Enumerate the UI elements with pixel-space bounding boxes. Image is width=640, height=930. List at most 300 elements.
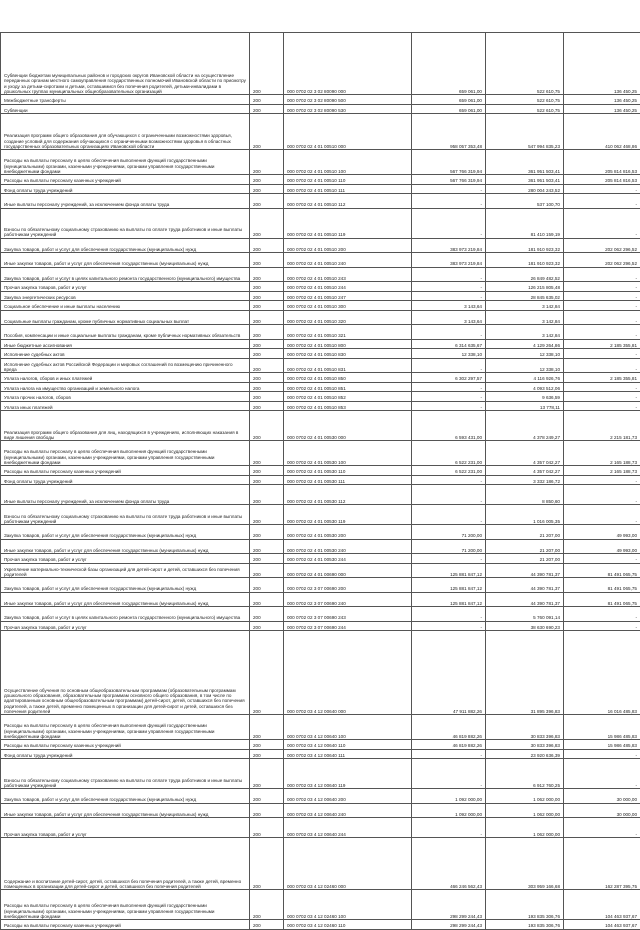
classification-code-cell: 000 0702 02 4 01 00510 000	[284, 114, 412, 150]
line-code-cell: 200	[250, 95, 284, 105]
unexecuted-amount-cell: -	[564, 358, 640, 373]
approved-amount-cell: 125 881 847,12	[412, 563, 486, 578]
unexecuted-amount-cell: 2 185 355,81	[564, 339, 640, 349]
classification-code-cell: 000 0702 02 4 01 00530 200	[284, 525, 412, 540]
approved-amount-cell: 125 881 847,12	[412, 592, 486, 607]
expense-name-cell: Иные закупки товаров, работ и услуг для обеспечения государственных (муниципальных) нужд	[1, 253, 250, 268]
executed-amount-cell: 12 338,10	[486, 349, 564, 359]
approved-amount-cell: 958 057 353,48	[412, 114, 486, 150]
expense-name-cell: Исполнение судебных актов Российской Федерации и мировых соглашений по возмещению причиненного вреда	[1, 358, 250, 373]
approved-amount-cell: 659 061,00	[412, 33, 486, 95]
expense-name-cell: Фонд оплаты труда учреждений	[1, 184, 250, 194]
approved-amount-cell: 383 973 219,84	[412, 238, 486, 253]
table-row	[1, 466, 640, 476]
expense-name-cell: Иные закупки товаров, работ и услуг для обеспечения государственных (муниципальных) нужд	[1, 592, 250, 607]
line-code-cell: 200	[250, 373, 284, 383]
expense-name-cell: Взносы по обязательному социальному страхованию на выплаты по оплате труда работников и иные выплаты работникам учреждений	[1, 208, 250, 238]
unexecuted-amount-cell: 49 993,00	[564, 525, 640, 540]
executed-amount-cell: 4 357 042,27	[486, 466, 564, 476]
table-row	[1, 485, 640, 505]
line-code-cell: 200	[250, 578, 284, 593]
line-code-cell: 200	[250, 563, 284, 578]
executed-amount-cell: 537 100,70	[486, 194, 564, 209]
executed-amount-cell: 4 116 926,76	[486, 373, 564, 383]
approved-amount-cell: 659 061,00	[412, 95, 486, 105]
classification-code-cell: 000 0702 02 4 01 00510 851	[284, 382, 412, 392]
executed-amount-cell: 303 959 166,68	[486, 838, 564, 890]
unexecuted-amount-cell: 162 287 395,75	[564, 838, 640, 890]
expense-name-cell: Уплата прочих налогов, сборов	[1, 392, 250, 402]
unexecuted-amount-cell: -	[564, 382, 640, 392]
table-row	[1, 325, 640, 340]
unexecuted-amount-cell: 104 463 937,67	[564, 920, 640, 930]
approved-amount-cell: -	[412, 475, 486, 485]
executed-amount-cell: 1 016 005,35	[486, 505, 564, 525]
classification-code-cell: 000 0702 03 4 12 00640 100	[284, 715, 412, 740]
executed-amount-cell: 21 207,00	[486, 525, 564, 540]
classification-code-cell: 000 0702 03 4 12 00640 111	[284, 749, 412, 759]
approved-amount-cell: -	[412, 485, 486, 505]
classification-code-cell: 000 0702 02 4 01 00510 200	[284, 238, 412, 253]
table-row	[1, 441, 640, 466]
line-code-cell: 200	[250, 621, 284, 631]
classification-code-cell: 000 0702 02 4 01 00510 853	[284, 401, 412, 411]
executed-amount-cell: 193 835 306,76	[486, 890, 564, 920]
line-code-cell: 200	[250, 401, 284, 411]
line-code-cell: 200	[250, 485, 284, 505]
table-row	[1, 631, 640, 715]
expense-name-cell: Иные бюджетные ассигнования	[1, 339, 250, 349]
approved-amount-cell: -	[412, 382, 486, 392]
classification-code-cell: 000 0702 02 4 01 00510 852	[284, 392, 412, 402]
budget-execution-table	[0, 32, 640, 930]
expense-name-cell: Закупка товаров, работ и услуг для обеспечения государственных (муниципальных) нужд	[1, 238, 250, 253]
table-row	[1, 339, 640, 349]
classification-code-cell: 000 0702 02 3 02 80090 000	[284, 33, 412, 95]
table-row	[1, 525, 640, 540]
unexecuted-amount-cell: -	[564, 208, 640, 238]
approved-amount-cell: 71 200,00	[412, 539, 486, 554]
table-row	[1, 282, 640, 292]
expense-name-cell: Расходы на выплаты персоналу в целях обеспечения выполнения функций государственными (муниципальными) органами, казенными учреждениями, органами управления государственными внебюджетными фондами	[1, 441, 250, 466]
table-row	[1, 208, 640, 238]
approved-amount-cell: -	[412, 267, 486, 282]
unexecuted-amount-cell: -	[564, 184, 640, 194]
unexecuted-amount-cell: -	[564, 392, 640, 402]
line-code-cell: 200	[250, 238, 284, 253]
expense-name-cell: Иные выплаты персоналу учреждений, за исключением фонда оплаты труда	[1, 194, 250, 209]
table-row	[1, 554, 640, 564]
table-row	[1, 194, 640, 209]
table-row	[1, 382, 640, 392]
line-code-cell: 200	[250, 505, 284, 525]
line-code-cell: 200	[250, 339, 284, 349]
approved-amount-cell: 12 338,10	[412, 349, 486, 359]
classification-code-cell: 000 0702 02 4 01 00510 112	[284, 194, 412, 209]
classification-code-cell: 000 0702 03 4 12 00640 240	[284, 803, 412, 818]
approved-amount-cell: 6 314 635,67	[412, 339, 486, 349]
classification-code-cell: 000 0702 02 3 07 00690 240	[284, 592, 412, 607]
table-row	[1, 401, 640, 411]
classification-code-cell: 000 0702 02 4 01 00510 119	[284, 208, 412, 238]
table-row	[1, 411, 640, 441]
executed-amount-cell: 28 845 635,02	[486, 291, 564, 301]
unexecuted-amount-cell: -	[564, 749, 640, 759]
line-code-cell: 200	[250, 441, 284, 466]
classification-code-cell: 000 0702 03 4 12 00640 244	[284, 818, 412, 838]
expense-name-cell: Расходы на выплаты персоналу казенных учреждений	[1, 740, 250, 750]
table-row	[1, 740, 640, 750]
expense-name-cell: Прочая закупка товаров, работ и услуг	[1, 554, 250, 564]
classification-code-cell: 000 0702 03 4 12 00640 110	[284, 740, 412, 750]
expense-name-cell: Социальные выплаты гражданам, кроме публичных нормативных социальных выплат	[1, 310, 250, 325]
table-row	[1, 114, 640, 150]
unexecuted-amount-cell: 202 062 296,52	[564, 253, 640, 268]
unexecuted-amount-cell: -	[564, 291, 640, 301]
line-code-cell: 200	[250, 759, 284, 789]
approved-amount-cell: -	[412, 401, 486, 411]
approved-amount-cell: -	[412, 358, 486, 373]
executed-amount-cell: 8 850,60	[486, 485, 564, 505]
expense-name-cell: Укрепление материально-технической базы организаций для детей-сирот и детей, оставшихся без попечения родителей	[1, 563, 250, 578]
line-code-cell: 200	[250, 554, 284, 564]
approved-amount-cell: 6 522 231,00	[412, 466, 486, 476]
unexecuted-amount-cell: -	[564, 301, 640, 311]
expense-name-cell: Фонд оплаты труда учреждений	[1, 475, 250, 485]
unexecuted-amount-cell: 2 165 188,73	[564, 441, 640, 466]
classification-code-cell: 000 0702 02 4 01 00510 240	[284, 253, 412, 268]
executed-amount-cell: 522 610,75	[486, 33, 564, 95]
approved-amount-cell: 3 143,64	[412, 310, 486, 325]
classification-code-cell: 000 0702 02 4 01 00510 247	[284, 291, 412, 301]
line-code-cell: 200	[250, 310, 284, 325]
classification-code-cell: 000 0702 02 4 01 00510 100	[284, 150, 412, 175]
expense-name-cell: Субвенции	[1, 104, 250, 114]
expense-name-cell: Закупка товаров, работ и услуг в целях капитального ремонта государственного (муниципального) имущества	[1, 607, 250, 622]
executed-amount-cell: 44 390 781,37	[486, 563, 564, 578]
approved-amount-cell: -	[412, 607, 486, 622]
executed-amount-cell: 547 994 835,23	[486, 114, 564, 150]
line-code-cell: 200	[250, 267, 284, 282]
expense-name-cell: Закупка товаров, работ и услуг для обеспечения государственных (муниципальных) нужд	[1, 525, 250, 540]
classification-code-cell: 000 0702 02 3 07 00690 244	[284, 621, 412, 631]
line-code-cell: 200	[250, 301, 284, 311]
classification-code-cell: 000 0702 02 4 01 00510 321	[284, 325, 412, 340]
table-row	[1, 310, 640, 325]
approved-amount-cell: -	[412, 554, 486, 564]
table-row	[1, 578, 640, 593]
approved-amount-cell: -	[412, 749, 486, 759]
classification-code-cell: 000 0702 02 4 01 00530 119	[284, 505, 412, 525]
approved-amount-cell: 6 302 297,57	[412, 373, 486, 383]
classification-code-cell: 000 0702 02 4 01 00510 850	[284, 373, 412, 383]
approved-amount-cell: 46 819 882,26	[412, 715, 486, 740]
executed-amount-cell: 21 207,00	[486, 539, 564, 554]
unexecuted-amount-cell: 136 450,25	[564, 33, 640, 95]
approved-amount-cell: -	[412, 621, 486, 631]
table-row	[1, 184, 640, 194]
executed-amount-cell: 1 062 000,00	[486, 789, 564, 804]
approved-amount-cell: 567 766 319,94	[412, 150, 486, 175]
line-code-cell: 200	[250, 631, 284, 715]
executed-amount-cell: 81 410 159,19	[486, 208, 564, 238]
unexecuted-amount-cell: -	[564, 621, 640, 631]
expense-name-cell: Расходы на выплаты персоналу казенных учреждений	[1, 466, 250, 476]
classification-code-cell: 000 0702 02 4 01 00510 244	[284, 282, 412, 292]
classification-code-cell: 000 0702 02 4 01 00530 111	[284, 475, 412, 485]
table-row	[1, 920, 640, 930]
line-code-cell: 200	[250, 392, 284, 402]
executed-amount-cell: 6 912 760,25	[486, 759, 564, 789]
executed-amount-cell: 9 636,59	[486, 392, 564, 402]
line-code-cell: 200	[250, 114, 284, 150]
unexecuted-amount-cell: 136 450,25	[564, 95, 640, 105]
table-row	[1, 150, 640, 175]
unexecuted-amount-cell: 81 491 065,75	[564, 563, 640, 578]
executed-amount-cell: 38 630 690,23	[486, 621, 564, 631]
unexecuted-amount-cell: 30 000,00	[564, 789, 640, 804]
executed-amount-cell: 3 332 186,72	[486, 475, 564, 485]
executed-amount-cell: 3 142,84	[486, 325, 564, 340]
executed-amount-cell: 30 833 396,83	[486, 715, 564, 740]
approved-amount-cell: -	[412, 325, 486, 340]
classification-code-cell: 000 0702 02 4 01 00510 243	[284, 267, 412, 282]
unexecuted-amount-cell: -	[564, 349, 640, 359]
line-code-cell: 200	[250, 382, 284, 392]
classification-code-cell: 000 0702 02 3 02 80090 530	[284, 104, 412, 114]
executed-amount-cell: 522 610,75	[486, 95, 564, 105]
table-row	[1, 563, 640, 578]
classification-code-cell: 000 0702 02 3 02 80090 500	[284, 95, 412, 105]
table-row	[1, 838, 640, 890]
line-code-cell: 200	[250, 33, 284, 95]
expense-name-cell: Межбюджетные трансферты	[1, 95, 250, 105]
approved-amount-cell: 383 973 219,84	[412, 253, 486, 268]
unexecuted-amount-cell: 2 215 181,73	[564, 411, 640, 441]
unexecuted-amount-cell: 30 000,00	[564, 803, 640, 818]
line-code-cell: 200	[250, 291, 284, 301]
unexecuted-amount-cell: -	[564, 325, 640, 340]
executed-amount-cell: 44 390 781,37	[486, 592, 564, 607]
expense-name-cell: Закупка товаров, работ и услуг для обеспечения государственных (муниципальных) нужд	[1, 789, 250, 804]
classification-code-cell: 000 0702 02 4 01 00510 831	[284, 358, 412, 373]
unexecuted-amount-cell: 2 165 188,73	[564, 466, 640, 476]
expense-name-cell: Пособия, компенсации и иные социальные выплаты гражданам, кроме публичных нормативных обязательств	[1, 325, 250, 340]
line-code-cell: 200	[250, 525, 284, 540]
line-code-cell: 200	[250, 818, 284, 838]
executed-amount-cell: 361 951 503,41	[486, 175, 564, 185]
table-row	[1, 803, 640, 818]
line-code-cell: 200	[250, 838, 284, 890]
approved-amount-cell: 466 246 562,43	[412, 838, 486, 890]
table-row	[1, 621, 640, 631]
line-code-cell: 200	[250, 282, 284, 292]
unexecuted-amount-cell: 81 491 065,75	[564, 592, 640, 607]
table-row	[1, 238, 640, 253]
executed-amount-cell: 5 760 091,14	[486, 607, 564, 622]
expense-name-cell: Прочая закупка товаров, работ и услуг	[1, 282, 250, 292]
table-row	[1, 253, 640, 268]
unexecuted-amount-cell: -	[564, 267, 640, 282]
line-code-cell: 200	[250, 803, 284, 818]
unexecuted-amount-cell: 81 491 065,75	[564, 578, 640, 593]
classification-code-cell: 000 0702 02 4 01 00510 300	[284, 301, 412, 311]
expense-name-cell: Содержание и воспитание детей-сирот, детей, оставшихся без попечения родителей, а также детей, временно помещенных в организации для детей-сирот и детей, оставшихся без попечения родителей	[1, 838, 250, 890]
approved-amount-cell: 46 819 882,26	[412, 740, 486, 750]
expense-name-cell: Иные закупки товаров, работ и услуг для обеспечения государственных (муниципальных) нужд	[1, 539, 250, 554]
approved-amount-cell: 47 911 882,26	[412, 631, 486, 715]
unexecuted-amount-cell: 205 814 816,53	[564, 150, 640, 175]
expense-name-cell: Реализация программ общего образования для обучающихся с ограниченными возможностями здоровья, создание условий для содержания обучающихся с ограниченными возможностями здоровья в областных государственных образовательных организациях Ивановской области	[1, 114, 250, 150]
approved-amount-cell: 298 299 244,43	[412, 890, 486, 920]
table-row	[1, 539, 640, 554]
line-code-cell: 200	[250, 740, 284, 750]
table-row	[1, 33, 640, 95]
executed-amount-cell: 31 895 396,83	[486, 631, 564, 715]
table-row	[1, 607, 640, 622]
classification-code-cell: 000 0702 03 4 12 02460 110	[284, 920, 412, 930]
table-body	[1, 33, 640, 930]
table-row	[1, 175, 640, 185]
unexecuted-amount-cell: -	[564, 759, 640, 789]
classification-code-cell: 000 0702 03 4 12 02460 000	[284, 838, 412, 890]
expense-name-cell: Фонд оплаты труда учреждений	[1, 749, 250, 759]
expense-name-cell: Социальное обеспечение и иные выплаты населению	[1, 301, 250, 311]
line-code-cell: 200	[250, 208, 284, 238]
classification-code-cell: 000 0702 02 4 01 00530 244	[284, 554, 412, 564]
expense-name-cell: Расходы на выплаты персоналу в целях обеспечения выполнения функций государственными (муниципальными) органами, казенными учреждениями, органами управления государственными внебюджетными фондами	[1, 890, 250, 920]
expense-name-cell: Реализация программ общего образования для лиц, находящихся в учреждениях, исполняющих наказания в виде лишения свободы	[1, 411, 250, 441]
table-row	[1, 373, 640, 383]
approved-amount-cell: -	[412, 505, 486, 525]
table-row	[1, 301, 640, 311]
line-code-cell: 200	[250, 253, 284, 268]
classification-code-cell: 000 0702 02 4 01 00690 000	[284, 563, 412, 578]
line-code-cell: 200	[250, 475, 284, 485]
table-row	[1, 715, 640, 740]
line-code-cell: 200	[250, 349, 284, 359]
classification-code-cell: 000 0702 02 3 07 00690 200	[284, 578, 412, 593]
approved-amount-cell: -	[412, 282, 486, 292]
table-row	[1, 475, 640, 485]
classification-code-cell: 000 0702 03 4 12 02460 100	[284, 890, 412, 920]
expense-name-cell: Закупка товаров, работ и услуг в целях капитального ремонта государственного (муниципального) имущества	[1, 267, 250, 282]
unexecuted-amount-cell: -	[564, 282, 640, 292]
line-code-cell: 200	[250, 466, 284, 476]
approved-amount-cell: -	[412, 208, 486, 238]
approved-amount-cell: 298 299 244,43	[412, 920, 486, 930]
executed-amount-cell: 30 833 396,83	[486, 740, 564, 750]
classification-code-cell: 000 0702 02 4 01 00510 830	[284, 349, 412, 359]
approved-amount-cell: 1 092 000,00	[412, 789, 486, 804]
table-row	[1, 789, 640, 804]
approved-amount-cell: -	[412, 184, 486, 194]
line-code-cell: 200	[250, 715, 284, 740]
executed-amount-cell: 181 910 923,32	[486, 253, 564, 268]
executed-amount-cell: 3 142,84	[486, 310, 564, 325]
classification-code-cell: 000 0702 03 4 12 00640 200	[284, 789, 412, 804]
table-row	[1, 358, 640, 373]
expense-name-cell: Осуществление обучения по основным общеобразовательным программам (образовательным программам дошкольного образования, образовательным программам основного общего образования, в том числе по адаптированным основным общеобразовательным программам) детей-сирот, детей, оставшихся без попечения родителей, а также детей, временно помещенных в организации для детей-сирот и детей, оставшихся без попечения родителей	[1, 631, 250, 715]
classification-code-cell: 000 0702 02 4 01 00530 112	[284, 485, 412, 505]
unexecuted-amount-cell: 2 185 355,81	[564, 373, 640, 383]
unexecuted-amount-cell: 410 062 468,86	[564, 114, 640, 150]
line-code-cell: 200	[250, 749, 284, 759]
expense-name-cell: Субвенции бюджетам муниципальных районов и городских округов Ивановской области на осуществление переданных органам местного самоуправления государственных полномочий Ивановской области по присмотру и уходу за детьми-сиротами и детьми, оставшимися без попечения родителей, детьми-инвалидами в дошкольных группах муниципальных общеобразовательных организаций	[1, 33, 250, 95]
expense-name-cell: Иные выплаты персоналу учреждений, за исключением фонда оплаты труда	[1, 485, 250, 505]
executed-amount-cell: 13 778,11	[486, 401, 564, 411]
executed-amount-cell: 522 610,75	[486, 104, 564, 114]
executed-amount-cell: 181 910 923,32	[486, 238, 564, 253]
approved-amount-cell: -	[412, 291, 486, 301]
expense-name-cell: Расходы на выплаты персоналу в целях обеспечения выполнения функций государственными (муниципальными) органами, казенными учреждениями, органами управления государственными внебюджетными фондами	[1, 150, 250, 175]
expense-name-cell: Взносы по обязательному социальному страхованию на выплаты по оплате труда работников и иные выплаты работникам учреждений	[1, 505, 250, 525]
approved-amount-cell: 71 200,00	[412, 525, 486, 540]
executed-amount-cell: 23 920 636,39	[486, 749, 564, 759]
table-row	[1, 349, 640, 359]
unexecuted-amount-cell: 15 986 485,83	[564, 740, 640, 750]
approved-amount-cell: 1 092 000,00	[412, 803, 486, 818]
unexecuted-amount-cell: 202 062 296,52	[564, 238, 640, 253]
classification-code-cell: 000 0702 02 4 01 00510 111	[284, 184, 412, 194]
line-code-cell: 200	[250, 175, 284, 185]
executed-amount-cell: 361 951 503,41	[486, 150, 564, 175]
table-row	[1, 759, 640, 789]
line-code-cell: 200	[250, 194, 284, 209]
executed-amount-cell: 126 215 805,48	[486, 282, 564, 292]
unexecuted-amount-cell: -	[564, 818, 640, 838]
unexecuted-amount-cell: -	[564, 194, 640, 209]
expense-name-cell: Уплата налогов, сборов и иных платежей	[1, 373, 250, 383]
unexecuted-amount-cell: -	[564, 505, 640, 525]
expense-name-cell: Расходы на выплаты персоналу казенных учреждений	[1, 175, 250, 185]
line-code-cell: 200	[250, 325, 284, 340]
expense-name-cell: Расходы на выплаты персоналу в целях обеспечения выполнения функций государственными (муниципальными) органами, казенными учреждениями, органами управления государственными внебюджетными фондами	[1, 715, 250, 740]
unexecuted-amount-cell: 16 016 485,83	[564, 631, 640, 715]
classification-code-cell: 000 0702 02 3 07 00690 243	[284, 607, 412, 622]
executed-amount-cell: 4 357 042,27	[486, 441, 564, 466]
unexecuted-amount-cell: 136 450,25	[564, 104, 640, 114]
table-row	[1, 291, 640, 301]
table-row	[1, 95, 640, 105]
classification-code-cell: 000 0702 02 4 01 00510 110	[284, 175, 412, 185]
executed-amount-cell: 4 378 249,27	[486, 411, 564, 441]
unexecuted-amount-cell: -	[564, 554, 640, 564]
unexecuted-amount-cell: -	[564, 310, 640, 325]
approved-amount-cell: 6 593 431,00	[412, 411, 486, 441]
executed-amount-cell: 21 207,00	[486, 554, 564, 564]
approved-amount-cell: 567 766 319,94	[412, 175, 486, 185]
table-row	[1, 392, 640, 402]
table-row	[1, 267, 640, 282]
classification-code-cell: 000 0702 02 4 01 00530 000	[284, 411, 412, 441]
executed-amount-cell: 1 062 000,00	[486, 803, 564, 818]
expense-name-cell: Закупка товаров, работ и услуг для обеспечения государственных (муниципальных) нужд	[1, 578, 250, 593]
unexecuted-amount-cell: 104 463 937,67	[564, 890, 640, 920]
line-code-cell: 200	[250, 789, 284, 804]
classification-code-cell: 000 0702 02 4 01 00510 320	[284, 310, 412, 325]
executed-amount-cell: 280 004 243,52	[486, 184, 564, 194]
line-code-cell: 200	[250, 358, 284, 373]
expense-name-cell: Уплата налога на имущество организаций и земельного налога	[1, 382, 250, 392]
unexecuted-amount-cell: -	[564, 485, 640, 505]
expense-name-cell: Уплата иных платежей	[1, 401, 250, 411]
expense-name-cell: Взносы по обязательному социальному страхованию на выплаты по оплате труда работников и иные выплаты работникам учреждений	[1, 759, 250, 789]
expense-name-cell: Прочая закупка товаров, работ и услуг	[1, 818, 250, 838]
line-code-cell: 200	[250, 184, 284, 194]
executed-amount-cell: 193 835 306,76	[486, 920, 564, 930]
table-row	[1, 104, 640, 114]
